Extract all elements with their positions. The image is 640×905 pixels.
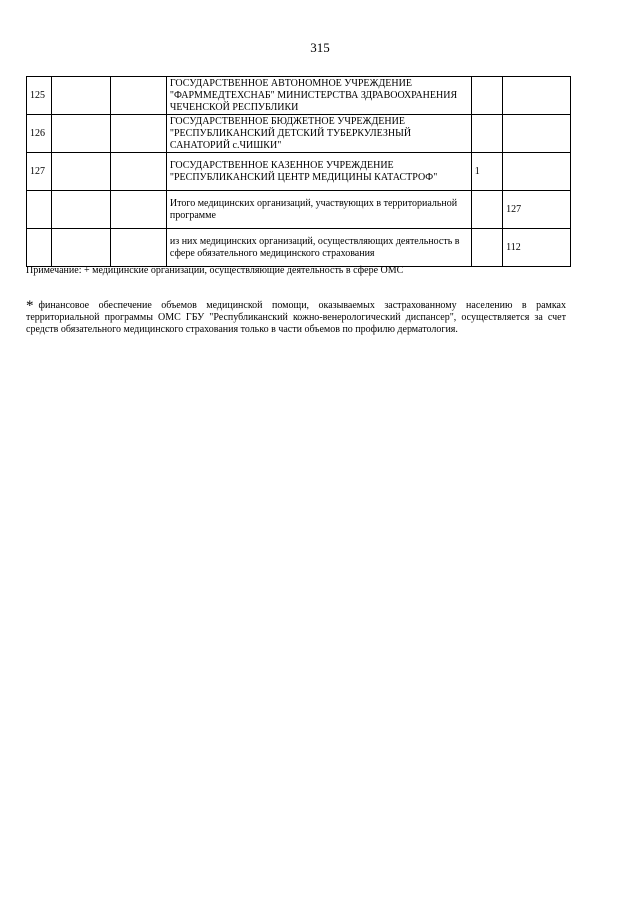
value-cell	[503, 77, 571, 115]
oms-mark-cell: 1	[471, 153, 502, 191]
asterisk-mark: *	[26, 298, 34, 314]
row-number: 127	[27, 153, 52, 191]
table-row	[27, 153, 571, 191]
empty-cell	[110, 77, 166, 115]
table-row	[27, 115, 571, 153]
empty-cell	[52, 115, 110, 153]
empty-cell	[110, 229, 166, 267]
total-row	[27, 191, 571, 229]
footnote	[26, 300, 566, 336]
table-row	[27, 77, 571, 115]
empty-cell	[52, 229, 110, 267]
total-row	[27, 229, 571, 267]
empty-cell	[52, 191, 110, 229]
empty-cell	[110, 115, 166, 153]
row-number: 126	[27, 115, 52, 153]
oms-mark-cell	[471, 77, 502, 115]
total-label: из них медицинских организаций, осуществляющих деятельность в сфере обязательного медицинского страхования	[166, 229, 471, 267]
empty-cell	[52, 77, 110, 115]
total-value: 127	[503, 191, 571, 229]
empty-cell	[110, 153, 166, 191]
total-label: Итого медицинских организаций, участвующих в территориальной программе	[166, 191, 471, 229]
value-cell	[503, 115, 571, 153]
empty-cell	[27, 229, 52, 267]
table-note: Примечание: + медицинские организации, осуществляющие деятельность в сфере ОМС	[26, 265, 404, 276]
footnote-text: финансовое обеспечение объемов медицинской помощи, оказываемых застрахованному населению в рамках территориальной программы ОМС ГБУ "Республиканский кожно-венерологический диспансер", осуществляется за счет средств обязательного медицинского страхования только в части объемов по профилю дерматология.	[26, 300, 566, 335]
organization-name: ГОСУДАРСТВЕННОЕ АВТОНОМНОЕ УЧРЕЖДЕНИЕ "ФАРММЕДТЕХСНАБ" МИНИСТЕРСТВА ЗДРАВООХРАНЕНИЯ ЧЕЧЕНСКОЙ РЕСПУБЛИКИ	[166, 77, 471, 115]
page-number: 315	[310, 40, 330, 55]
total-value: 112	[503, 229, 571, 267]
organization-name: ГОСУДАРСТВЕННОЕ КАЗЕННОЕ УЧРЕЖДЕНИЕ "РЕСПУБЛИКАНСКИЙ ЦЕНТР МЕДИЦИНЫ КАТАСТРОФ"	[166, 153, 471, 191]
empty-cell	[471, 229, 502, 267]
row-number: 125	[27, 77, 52, 115]
organization-name: ГОСУДАРСТВЕННОЕ БЮДЖЕТНОЕ УЧРЕЖДЕНИЕ "РЕСПУБЛИКАНСКИЙ ДЕТСКИЙ ТУБЕРКУЛЕЗНЫЙ САНАТОРИЙ с.ЧИШКИ"	[166, 115, 471, 153]
value-cell	[503, 153, 571, 191]
empty-cell	[471, 191, 502, 229]
empty-cell	[110, 191, 166, 229]
organizations-table	[26, 76, 571, 267]
empty-cell	[52, 153, 110, 191]
empty-cell	[27, 191, 52, 229]
oms-mark-cell	[471, 115, 502, 153]
